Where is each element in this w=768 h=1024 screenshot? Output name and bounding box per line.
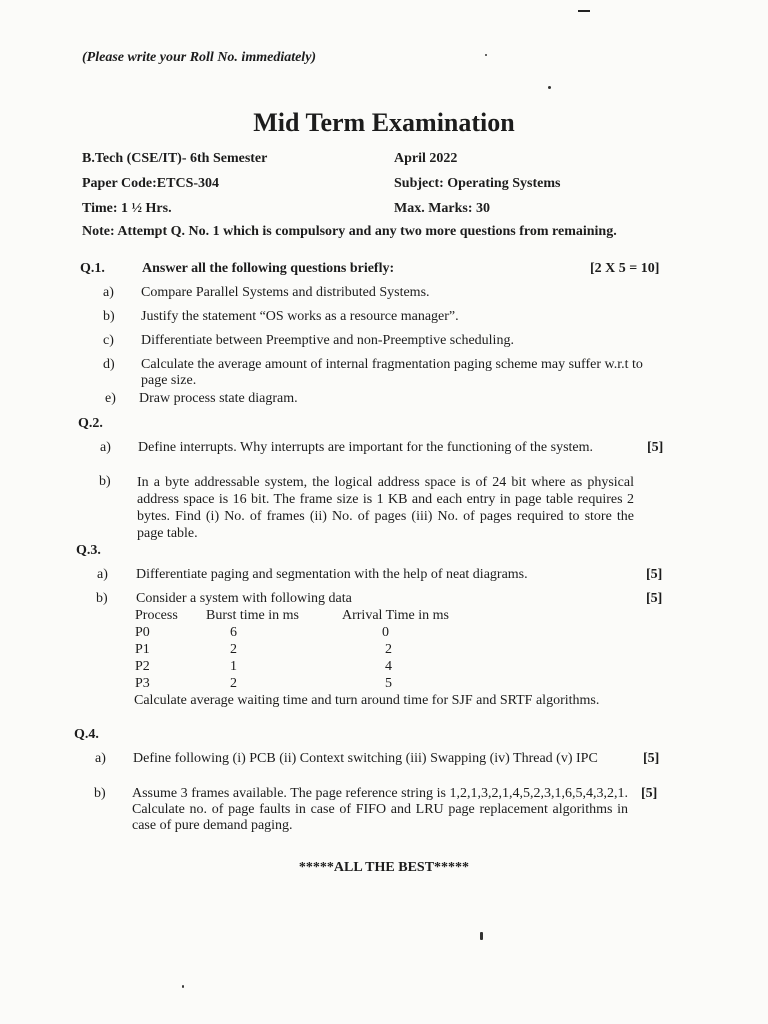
table-cell: 6 (230, 625, 237, 640)
part-label: a) (97, 567, 108, 582)
part-marks: [5] (643, 751, 660, 766)
table-cell: 4 (385, 659, 392, 674)
exam-time: Time: 1 ½ Hrs. (82, 201, 172, 216)
scan-speck (548, 86, 551, 89)
question-marks: [2 X 5 = 10] (590, 261, 660, 276)
part-text: Define interrupts. Why interrupts are important for the functioning of the system. (138, 440, 594, 455)
part-label: a) (103, 285, 114, 300)
instructions-note: Note: Attempt Q. No. 1 which is compulsory and any two more questions from remaining. (82, 224, 617, 239)
part-text: Define following (i) PCB (ii) Context switching (iii) Swapping (iv) Thread (v) IPC (133, 751, 598, 766)
subject: Subject: Operating Systems (394, 176, 561, 191)
question-number: Q.3. (76, 543, 101, 558)
roll-number-note: (Please write your Roll No. immediately) (82, 50, 317, 65)
paper-code: Paper Code:ETCS-304 (82, 176, 220, 191)
table-cell: 0 (382, 625, 389, 640)
table-cell: 1 (230, 659, 237, 674)
part-text: Differentiate between Preemptive and non-Preemptive scheduling. (141, 333, 514, 348)
part-text: Justify the statement “OS works as a resource manager”. (141, 309, 459, 324)
exam-date: April 2022 (394, 151, 458, 166)
part-marks: [5] (646, 591, 663, 606)
course-name: B.Tech (CSE/IT)- 6th Semester (82, 151, 268, 166)
part-text: Assume 3 frames available. The page reference string is 1,2,1,3,2,1,4,5,2,3,1,6,5,4,3,2,1. Calculate no. of page faults in case of FIFO and LRU page replacement algorithms in case of pure demand paging. (132, 786, 628, 833)
table-cell: 2 (230, 676, 237, 691)
part-label: b) (99, 474, 111, 489)
max-marks: Max. Marks: 30 (394, 201, 491, 216)
table-cell: 2 (230, 642, 237, 657)
part-marks: [5] (641, 786, 658, 801)
part-label: e) (105, 391, 116, 406)
part-label: c) (103, 333, 114, 348)
table-header: Burst time in ms (206, 608, 299, 623)
part-text: Consider a system with following data (136, 591, 352, 606)
part-text-continued: Calculate average waiting time and turn around time for SJF and SRTF algorithms. (134, 693, 600, 708)
table-header: Arrival Time in ms (342, 608, 449, 623)
closing-message: *****ALL THE BEST***** (298, 860, 470, 875)
part-label: b) (96, 591, 108, 606)
table-cell: P2 (135, 659, 150, 674)
table-cell: 5 (385, 676, 392, 691)
part-label: b) (94, 786, 106, 801)
part-text: Calculate the average amount of internal fragmentation paging scheme may suffer w.r.t to page size. (141, 357, 643, 388)
scan-speck (485, 54, 487, 56)
table-cell: P0 (135, 625, 150, 640)
scan-mark (578, 10, 590, 12)
part-label: a) (100, 440, 111, 455)
part-text: Differentiate paging and segmentation with the help of neat diagrams. (136, 567, 528, 582)
table-cell: P3 (135, 676, 150, 691)
part-text: Draw process state diagram. (139, 391, 298, 406)
table-cell: P1 (135, 642, 150, 657)
part-marks: [5] (647, 440, 664, 455)
question-number: Q.4. (74, 727, 99, 742)
question-instruction: Answer all the following questions briefly: (142, 261, 395, 276)
question-number: Q.1. (80, 261, 105, 276)
exam-title: Mid Term Examination (253, 108, 515, 137)
table-cell: 2 (385, 642, 392, 657)
scan-speck (480, 932, 483, 940)
part-label: d) (103, 357, 115, 372)
part-text: In a byte addressable system, the logical address space is of 24 bit where as physical address space is 16 bit. The frame size is 1 KB and each entry in page table requires 2 bytes. Find (i) No. of frames (ii) No. of pages (iii) No. of pages required to store the page table. (137, 475, 634, 541)
scan-speck (182, 985, 184, 988)
part-text: Compare Parallel Systems and distributed Systems. (141, 285, 430, 300)
part-label: a) (95, 751, 106, 766)
part-label: b) (103, 309, 115, 324)
process-table (135, 608, 515, 690)
table-header: Process (135, 608, 178, 623)
part-marks: [5] (646, 567, 663, 582)
question-number: Q.2. (78, 416, 103, 431)
